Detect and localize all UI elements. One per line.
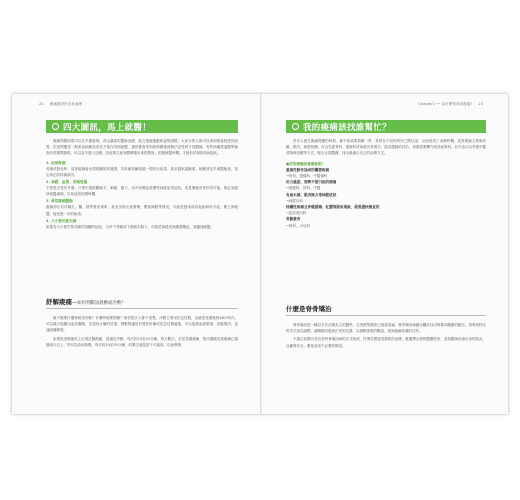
right-page-number: 23 — [478, 102, 483, 106]
list-item — [46, 218, 238, 230]
circle-bullet-icon — [52, 123, 59, 130]
consult-question: 用力過度、姿勢不當引起的痠痛 — [286, 180, 337, 185]
warning-item-title: 2. 神經、血管、骨頭受損 — [46, 180, 88, 185]
warning-item-text: 受傷或發炎時，局部組織會出現明顯的疼痛感，若疼痛持續超過一週仍未改善，甚至越來越嚴重，就應該及早就醫檢查，找出真正的疼痛原因。 — [46, 166, 238, 177]
right-sub-paragraph: 脊骨矯治是一種以手法治療為主的醫學，在美國等國家已相當普遍。脊骨矯治師藉由觸診找出脊椎或關節的錯位，再利用特定的手法加以調整，讓關節回復到正常的位置，以減輕神經的壓迫，達到緩解疼痛的目的。 — [286, 323, 486, 334]
left-sub-paragraph: 痠不痠要什麼時候該冷敷？什麼時候要熱敷？相信很多人都不清楚。冷敷主要用於急性期，也就是受傷後的48小時內，可以減少組織出血及腫脹，並達到止痛的效果；熱敷則適用於慢性疼痛或是急性期過後，可以促進血液循環、放鬆肌肉，加速組織修復。 — [46, 316, 238, 333]
consult-answer: →骨科、小兒科 — [286, 223, 310, 228]
right-running-head-text: Chapter1 ── 為什麼常常會痠痛? — [418, 102, 473, 106]
right-main-content — [286, 138, 486, 229]
left-intro-paragraph: 痠痛問題如果可以在早期發現，或由適當的醫師治療，配合復健運動和姿勢調整，大部分的人都可以得到相當程度的改善。但是問題是一般來說病痛患者並不會在初期就醫，通常都會等到病情嚴重到無法忍受時才找醫師。有些病痛透過醫學檢查有效期間發現，可以及早進入治療。因此要注意身體傳遞出來的警訊，把握就醫時機，才能有效預防疾病惡化。 — [46, 139, 238, 156]
consult-guide — [286, 161, 486, 229]
right-running-head — [418, 102, 488, 107]
consult-question: 持續性疼痛且伴隨發燒、紅腫等發炎現象，需要盡快檢查的 — [286, 205, 380, 210]
list-item — [46, 160, 238, 178]
consult-question: 有麻木感、肌肉無力等神經症狀 — [286, 192, 337, 197]
right-page — [262, 94, 510, 414]
warning-item-text: 痠痛部位若伴隨紅、腫、熱等發炎現象，甚至出現全身發燒、體重減輕等情況，可能是感染或其他疾病所引起，應立即就醫，接受進一步的檢查。 — [46, 205, 238, 216]
right-sub-content — [286, 322, 486, 349]
warning-item-title: 3. 異常發熱腫脹 — [46, 199, 73, 204]
book-spread — [12, 94, 508, 414]
warning-item-title: 1. 局部疼痛 — [46, 160, 66, 165]
consult-answer: →急診或內科 — [286, 211, 307, 216]
right-sub-heading — [286, 304, 486, 316]
consult-answer: →復健科、骨科、中醫 — [286, 186, 321, 191]
right-section-banner — [286, 120, 486, 133]
left-page — [12, 94, 260, 414]
left-running-head — [34, 102, 82, 107]
left-section-banner — [46, 120, 238, 133]
consult-answer: →骨科、復健科、中醫傷科 — [286, 174, 328, 179]
left-banner-title: 四大圖訊，馬上就醫！ — [63, 122, 152, 133]
warning-item-text: 如果有大小便失禁或解尿困難的症狀，合併下背痛或下肢麻木無力，可能是神經受到嚴重壓迫，須儘速就醫。 — [46, 224, 214, 229]
left-sub-heading-main: 紓解痠痛 — [46, 298, 72, 306]
left-sub-heading — [46, 297, 238, 309]
left-main-content — [46, 138, 238, 231]
consult-answer: →神經內科 — [286, 198, 303, 203]
consult-question: 骨骼發育 — [286, 217, 301, 222]
consult-guide-heading: ●你的痠痛該看哪裡呢？ — [286, 161, 326, 166]
left-sub-heading-sub: ──如何判斷該熱敷或冷敷？ — [72, 301, 126, 306]
warning-item-text: 不管是否受有外傷，只要出現肢體麻木、刺痛、無力、冰冷或顏色改變等神經血管症狀，或是懷疑有骨折的可能，都必須盡快就醫處理，以免延誤治療時機。 — [46, 186, 238, 197]
list-item — [46, 179, 238, 197]
right-sub-heading-main: 什麼是脊骨矯治 — [286, 305, 332, 313]
left-sub-content — [46, 315, 238, 348]
right-banner-title: 我的痠痛該找誰幫忙？ — [303, 122, 392, 133]
consult-question: 重複性動作造成的關節疼痛 — [286, 167, 330, 172]
left-sub-paragraph: 如果是受傷後馬上出現紅腫熱痛，建議先冷敷，每次約15至20分鐘，每天數次；若是長期痠痛、肌肉僵硬或是痠痛已超過兩天以上，則可以改用熱敷，每次約15至20分鐘，但要注意溫度不可過高，以免燙傷。 — [46, 336, 238, 347]
left-running-head-text: 痠痛疲勞的全身處理 — [49, 102, 83, 106]
list-item — [46, 198, 238, 216]
right-sub-paragraph: 不過目前國內並沒有脊骨矯治師的正式執照，民眾若想接受類似的治療，應選擇合格的醫療院所，並與醫師討論自身的狀況，以確保安全，避免造成不必要的傷害。 — [286, 337, 486, 348]
circle-bullet-icon — [292, 123, 299, 130]
left-page-number: 22 — [39, 102, 44, 106]
right-intro-paragraph: 許多人發生痠痛問題的時候，都不知道要看哪一科，常常在不同的科別之間往返，反而延誤了治療時機。其實痠痛主要與骨骼、肌肉、神經相關，可以先從骨科、復健科或神經內科著手，經由醫師的評估，再視需要轉介到其他專科。另外也可以考慮中醫或物理治療等方式，配合正規醫療，找出最適合自己的治療方式。 — [286, 139, 486, 156]
warning-item-title: 4. 大小便功能失調 — [46, 218, 77, 223]
